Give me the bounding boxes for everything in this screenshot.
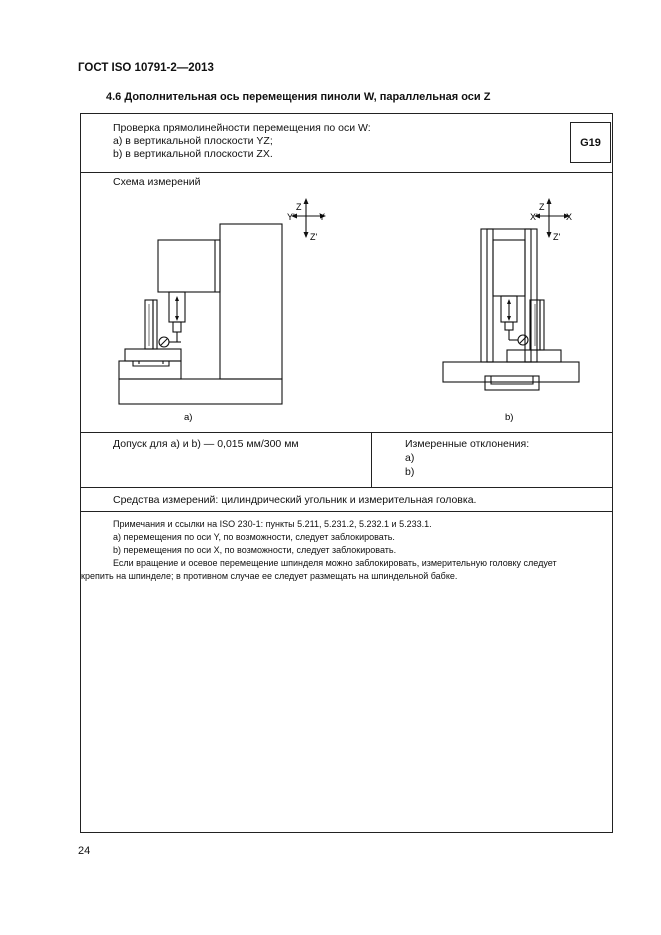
notes-line-5: крепить на шпинделе; в противном случае ее следует размещать на шпиндельной бабке. xyxy=(81,571,458,581)
check-title: Проверка прямолинейности перемещения по оси W: xyxy=(113,122,371,134)
measuring-means: Средства измерений: цилиндрический угольник и измерительная головка. xyxy=(113,494,477,506)
divider xyxy=(81,487,612,488)
label-x: X xyxy=(566,212,573,222)
label-z: Z xyxy=(296,202,302,212)
caption-a: a) xyxy=(184,412,193,423)
deviation-b: b) xyxy=(405,466,415,478)
notes-line-3: b) перемещения по оси X, по возможности, следует заблокировать. xyxy=(113,545,397,555)
divider xyxy=(81,432,612,433)
label-y-prime: Y' xyxy=(287,212,295,222)
section-title: 4.6 Дополнительная ось перемещения пиноли W, параллельная оси Z xyxy=(106,91,491,103)
label-x-prime: X' xyxy=(530,212,538,222)
test-code-box: G19 xyxy=(570,122,611,163)
label-z-prime: Z' xyxy=(310,232,318,242)
label-y: Y xyxy=(319,212,326,222)
deviations-title: Измеренные отклонения: xyxy=(405,438,530,450)
divider xyxy=(371,432,372,487)
document-header: ГОСТ ISO 10791-2—2013 xyxy=(78,62,214,74)
check-item-a: a) в вертикальной плоскости YZ; xyxy=(113,135,273,147)
notes-line-2: a) перемещения по оси Y, по возможности, следует заблокировать. xyxy=(113,532,395,542)
label-z-prime: Z' xyxy=(553,232,561,242)
scheme-title: Схема измерений xyxy=(113,176,201,188)
page-number: 24 xyxy=(78,845,91,857)
caption-b: b) xyxy=(505,412,514,423)
figure-b xyxy=(81,114,614,432)
test-sheet-frame xyxy=(80,113,613,833)
divider xyxy=(81,511,612,512)
label-z: Z xyxy=(539,202,545,212)
notes-line-4: Если вращение и осевое перемещение шпинделя можно заблокировать, измерительную головку следует xyxy=(113,558,557,568)
notes-line-1: Примечания и ссылки на ISO 230-1: пункты 5.211, 5.231.2, 5.232.1 и 5.233.1. xyxy=(113,519,432,529)
deviation-a: a) xyxy=(405,452,415,464)
tolerance-text: Допуск для a) и b) — 0,015 мм/300 мм xyxy=(113,438,299,450)
check-item-b: b) в вертикальной плоскости ZX. xyxy=(113,148,273,160)
